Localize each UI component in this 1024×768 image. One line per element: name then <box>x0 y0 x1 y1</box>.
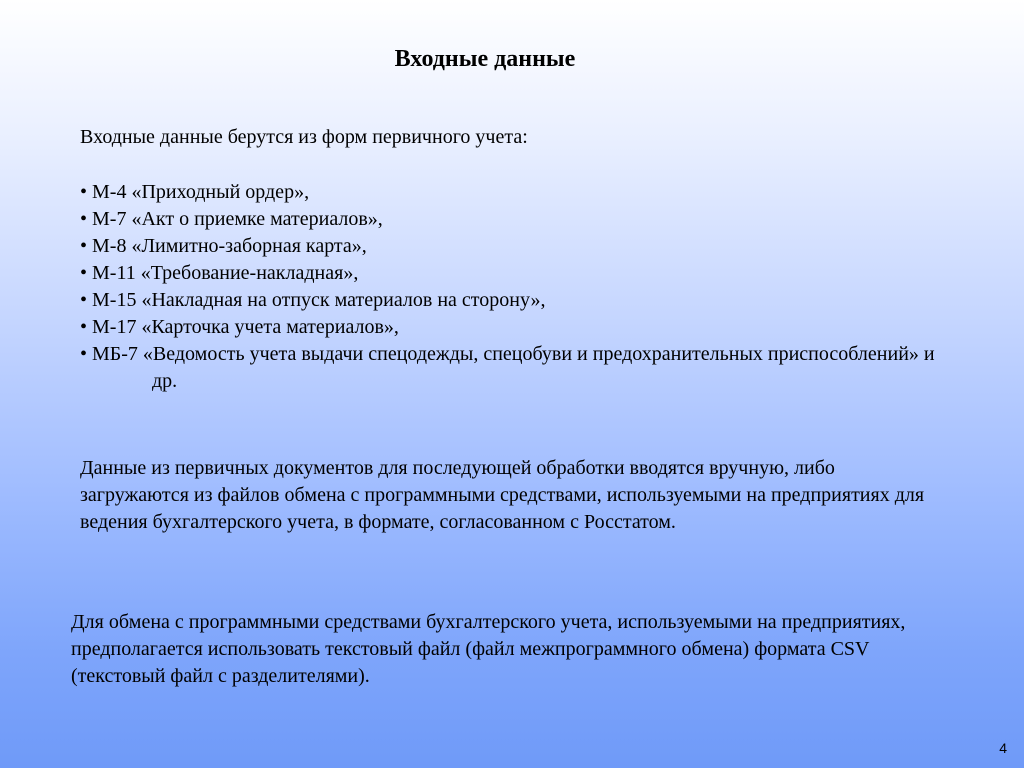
import-paragraph: Данные из первичных документов для последующей обработки вводятся вручную, либо загружаются из файлов обмена с программными средствами, используемыми на предприятиях для ведения бухгалтерского учета, в формате, согласованном с Росстатом. <box>80 457 925 533</box>
list-item: • М-4 «Приходный ордер», <box>80 181 310 203</box>
list-item: • М-11 «Требование-накладная», <box>80 262 359 284</box>
list-item: • М-8 «Лимитно-заборная карта», <box>80 235 367 257</box>
list-item: • М-7 «Акт о приемке материалов», <box>80 208 383 230</box>
form-list <box>80 179 940 395</box>
exchange-paragraph: Для обмена с программными средствами бухгалтерского учета, используемыми на предприятиях, предполагается использовать текстовый файл (файл межпрограммного обмена) формата CSV (текстовый файл с разделителями). <box>71 611 906 687</box>
intro-text: Входные данные берутся из форм первичного учета: <box>80 126 528 148</box>
list-item: • МБ-7 «Ведомость учета выдачи спецодежды, спецобуви и предохранительных приспособлений» и др. <box>80 343 935 392</box>
list-item: • М-15 «Накладная на отпуск материалов на сторону», <box>80 289 546 311</box>
page-number: 4 <box>999 740 1007 756</box>
list-item: • М-17 «Карточка учета материалов», <box>80 316 399 338</box>
slide-title: Входные данные <box>394 46 576 72</box>
